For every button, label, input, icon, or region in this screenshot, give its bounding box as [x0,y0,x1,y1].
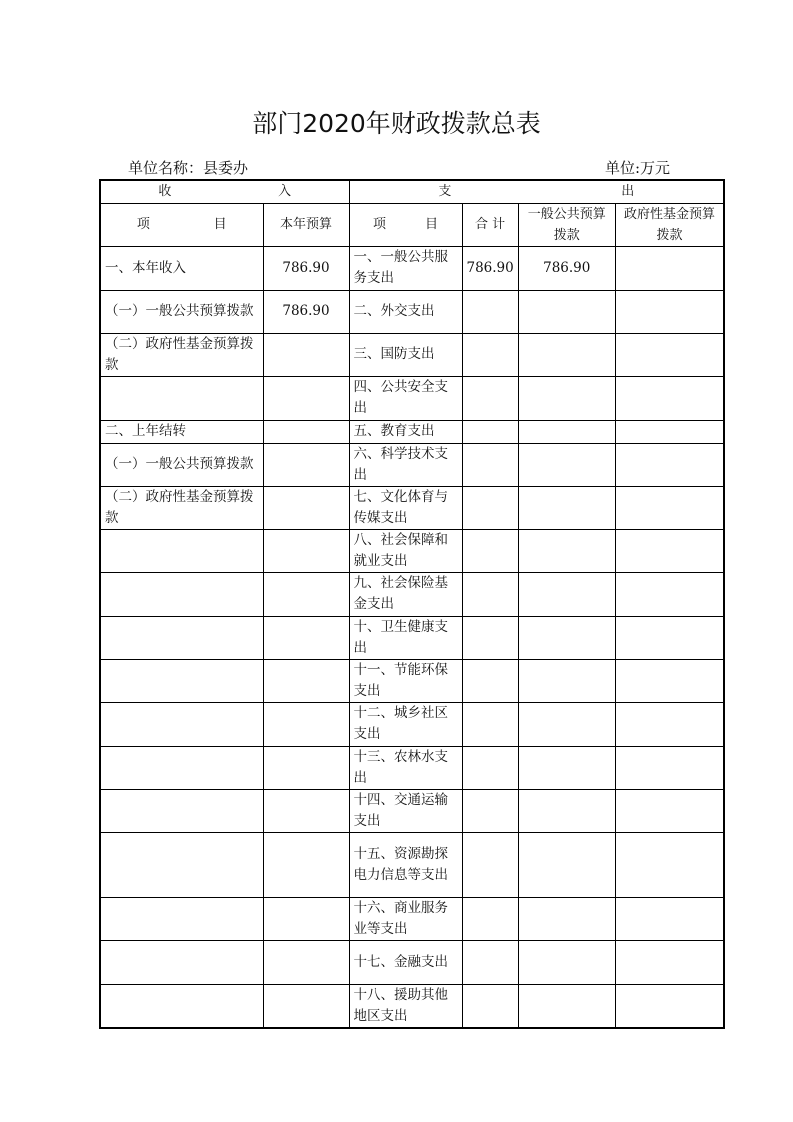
income-budget: 786.90 [263,290,349,333]
income-budget [263,659,349,702]
table-row [100,984,724,1028]
expense-item: 十四、交通运输支出 [349,789,462,832]
item-char: 项 [136,217,150,232]
expense-total [462,746,518,789]
fund-budget [615,420,724,443]
income-item [100,832,263,897]
table-row [100,443,724,486]
table-row [100,420,724,443]
income-item: （二）政府性基金预算拨款 [100,333,263,376]
income-budget [263,486,349,529]
income-budget [263,376,349,420]
expense-char: 支 [438,184,452,200]
fund-budget [615,659,724,702]
income-budget [263,746,349,789]
general-budget [518,702,615,746]
general-budget [518,529,615,572]
fund-budget [615,376,724,420]
fund-budget [615,333,724,376]
income-budget [263,940,349,984]
table-row [100,940,724,984]
expense-item: 十三、农林水支出 [349,746,462,789]
income-item [100,940,263,984]
income-item [100,984,263,1028]
expense-item: 三、国防支出 [349,333,462,376]
expense-total [462,984,518,1028]
income-item [100,529,263,572]
general-budget: 786.90 [518,246,615,290]
expense-item: 十、卫生健康支出 [349,616,462,659]
income-budget [263,333,349,376]
income-budget [263,984,349,1028]
expense-item: 八、社会保障和就业支出 [349,529,462,572]
fund-budget [615,572,724,616]
income-item-header [100,203,263,246]
general-budget [518,420,615,443]
expense-item: 十五、资源勘探电力信息等支出 [349,832,462,897]
table-row [100,832,724,897]
income-item [100,897,263,940]
income-item [100,746,263,789]
general-budget [518,376,615,420]
income-budget [263,702,349,746]
expense-item: 九、社会保险基金支出 [349,572,462,616]
income-budget [263,420,349,443]
general-budget [518,290,615,333]
expense-total [462,659,518,702]
income-item: 一、本年收入 [100,246,263,290]
budget-table [99,179,725,1029]
general-budget [518,789,615,832]
fund-budget [615,789,724,832]
table-row [100,616,724,659]
table-row [100,290,724,333]
general-budget [518,572,615,616]
expense-total [462,333,518,376]
general-budget [518,486,615,529]
expense-item: 十八、援助其他地区支出 [349,984,462,1028]
income-item: （一）一般公共预算拨款 [100,443,263,486]
fund-budget [615,984,724,1028]
expense-item: 四、公共安全支出 [349,376,462,420]
table-row [100,486,724,529]
income-item: （一）一般公共预算拨款 [100,290,263,333]
fund-budget [615,486,724,529]
expense-header [349,180,724,203]
table-row [100,659,724,702]
general-budget [518,897,615,940]
general-budget [518,832,615,897]
income-budget [263,529,349,572]
income-item: （二）政府性基金预算拨款 [100,486,263,529]
income-item [100,789,263,832]
income-budget: 786.90 [263,246,349,290]
income-item [100,659,263,702]
expense-item: 二、外交支出 [349,290,462,333]
income-item [100,376,263,420]
general-budget [518,443,615,486]
expense-item: 五、教育支出 [349,420,462,443]
fund-budget [615,832,724,897]
currency-unit: 单位:万元 [605,159,671,177]
table-row [100,333,724,376]
fund-budget [615,940,724,984]
income-budget [263,897,349,940]
table-row [100,572,724,616]
fund-budget [615,290,724,333]
total-header: 合 计 [462,203,518,246]
table-row [100,897,724,940]
expense-total [462,420,518,443]
general-budget [518,746,615,789]
fund-budget [615,616,724,659]
income-item [100,572,263,616]
expense-total [462,572,518,616]
income-char: 收 [158,184,172,200]
general-header: 一般公共预算拨款 [518,203,615,246]
expense-total [462,290,518,333]
fund-budget [615,746,724,789]
income-budget [263,832,349,897]
income-item [100,616,263,659]
unit-name: 单位名称：县委办 [128,159,249,177]
expense-char: 出 [621,184,635,200]
table-row [100,529,724,572]
expense-item: 一、一般公共服务支出 [349,246,462,290]
page-title: 部门2020年财政拨款总表 [252,109,541,138]
expense-item: 十二、城乡社区支出 [349,702,462,746]
expense-total [462,443,518,486]
expense-item: 十六、商业服务业等支出 [349,897,462,940]
income-item [100,702,263,746]
fund-header: 政府性基金预算拨款 [615,203,724,246]
income-header [100,180,349,203]
expense-item: 七、文化体育与传媒支出 [349,486,462,529]
income-char: 入 [278,184,292,200]
item-char: 项 [372,217,386,232]
fund-budget [615,529,724,572]
general-budget [518,984,615,1028]
expense-item-header [349,203,462,246]
table-row [100,702,724,746]
expense-total: 786.90 [462,246,518,290]
expense-total [462,832,518,897]
expense-total [462,616,518,659]
income-budget [263,789,349,832]
expense-item: 六、科学技术支出 [349,443,462,486]
expense-total [462,940,518,984]
table-row [100,376,724,420]
general-budget [518,333,615,376]
expense-total [462,486,518,529]
fund-budget [615,897,724,940]
general-budget [518,940,615,984]
table-row [100,246,724,290]
expense-item: 十七、金融支出 [349,940,462,984]
general-budget [518,659,615,702]
expense-total [462,702,518,746]
item-char: 目 [424,217,438,232]
income-budget [263,443,349,486]
fund-budget [615,246,724,290]
income-budget [263,616,349,659]
income-item: 二、上年结转 [100,420,263,443]
item-char: 目 [213,217,227,232]
general-budget [518,616,615,659]
fund-budget [615,702,724,746]
expense-total [462,897,518,940]
budget-header: 本年预算 [263,203,349,246]
table-row [100,789,724,832]
fund-budget [615,443,724,486]
expense-total [462,789,518,832]
expense-total [462,529,518,572]
income-budget [263,572,349,616]
expense-item: 十一、节能环保支出 [349,659,462,702]
table-row [100,746,724,789]
expense-total [462,376,518,420]
